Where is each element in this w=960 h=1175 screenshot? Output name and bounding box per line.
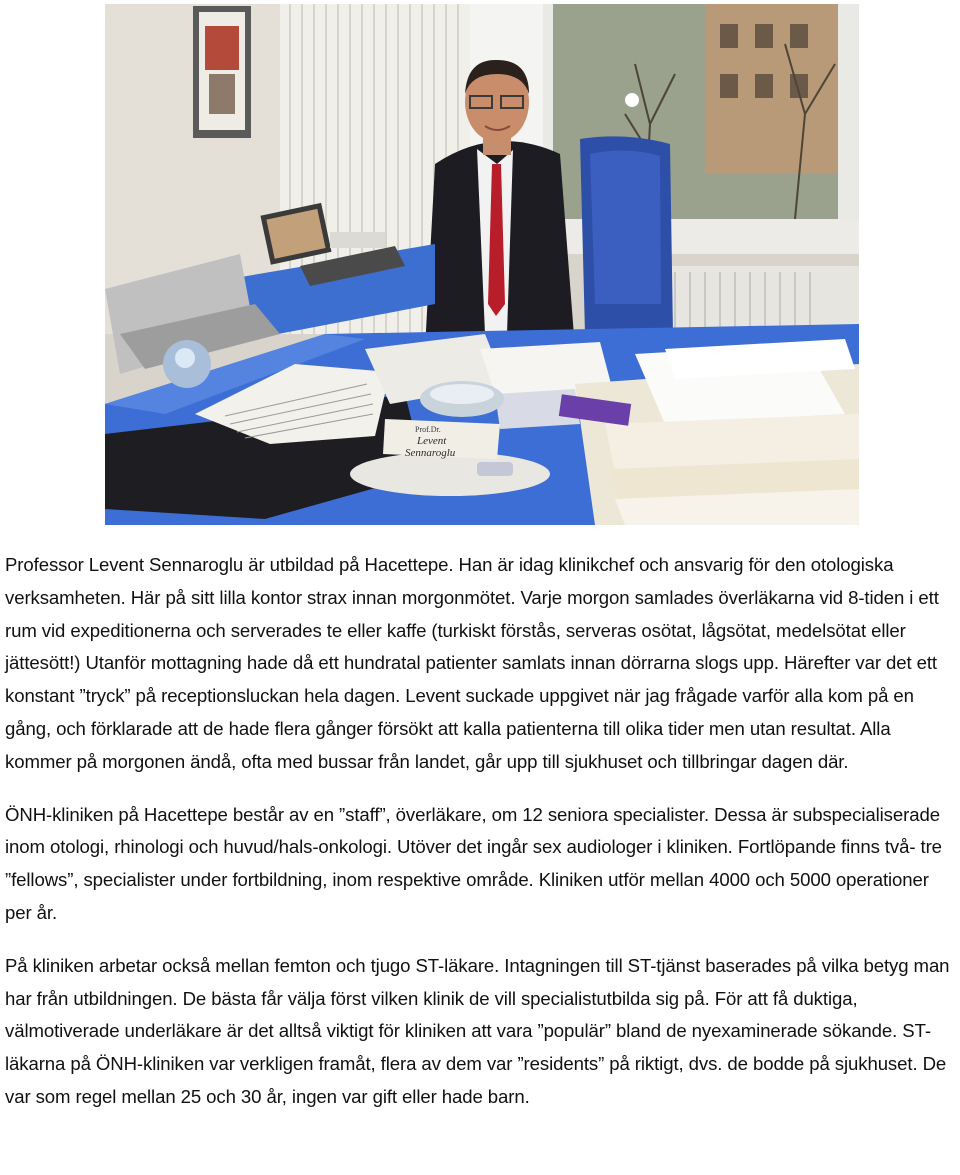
office-photo — [105, 4, 859, 525]
paragraph-intro: Professor Levent Sennaroglu är utbildad på Hacettepe. Han är idag klinikchef och ansvarig för den otologiska verksamheten. Här på sitt lilla kontor strax innan morgonmötet. Varje morgon samlades överläkarna vid 8-tiden i ett rum vid expeditionerna och serverades te eller kaffe (turkiskt förstås, serveras osötat, lågsötat, medelsötat eller jättesött!) Utanför mottagning hade då ett hundratal patienter samlats innan dörrarna slogs upp. Härefter var det ett konstant ”tryck” på receptionsluckan hela dagen. Levent suckade uppgivet när jag frågade varför alla kom på en gång, och förklarade att de hade flera gånger försökt att kalla patienterna till olika tider men utan resultat. Alla kommer på morgonen ändå, ofta med bussar från landet, går upp till sjukhuset och tillbringar dagen där. — [5, 554, 939, 772]
nameplate-title: Prof.Dr. — [415, 425, 441, 434]
nameplate-last-name: Sennaroglu — [405, 447, 456, 459]
office-photo-illustration — [105, 4, 859, 525]
nameplate-first-name: Levent — [417, 435, 447, 447]
article-body — [5, 549, 960, 1114]
paragraph-staff: ÖNH-kliniken på Hacettepe består av en ”staff”, överläkare, om 12 seniora specialister. Dessa är subspecialiserade inom otologi, rhinologi och huvud/hals-onkologi. Utöver det ingår sex audiologer i kliniken. Fortlöpande finns två- tre ”fellows”, specialister under fortbildning, inom respektive område. Kliniken utför mellan 4000 och 5000 operationer per år. — [5, 803, 942, 923]
paragraph-residents: På kliniken arbetar också mellan femton och tjugo ST-läkare. Intagningen till ST-tjänst baserades på vilka betyg man har från utbildningen. De bästa får välja först vilken klinik de vill specialistutbilda sig på. För att få duktiga, välmotiverade underläkare är det alltså viktigt för kliniken att vara ”populär” bland de nyexaminerade sökande. ST-läkarna på ÖNH-kliniken var verkligen framåt, flera av dem var ”residents” på riktigt, dvs. de bodde på sjukhuset. De var som regel mellan 25 och 30 år, ingen var gift eller hade barn. — [5, 954, 950, 1107]
